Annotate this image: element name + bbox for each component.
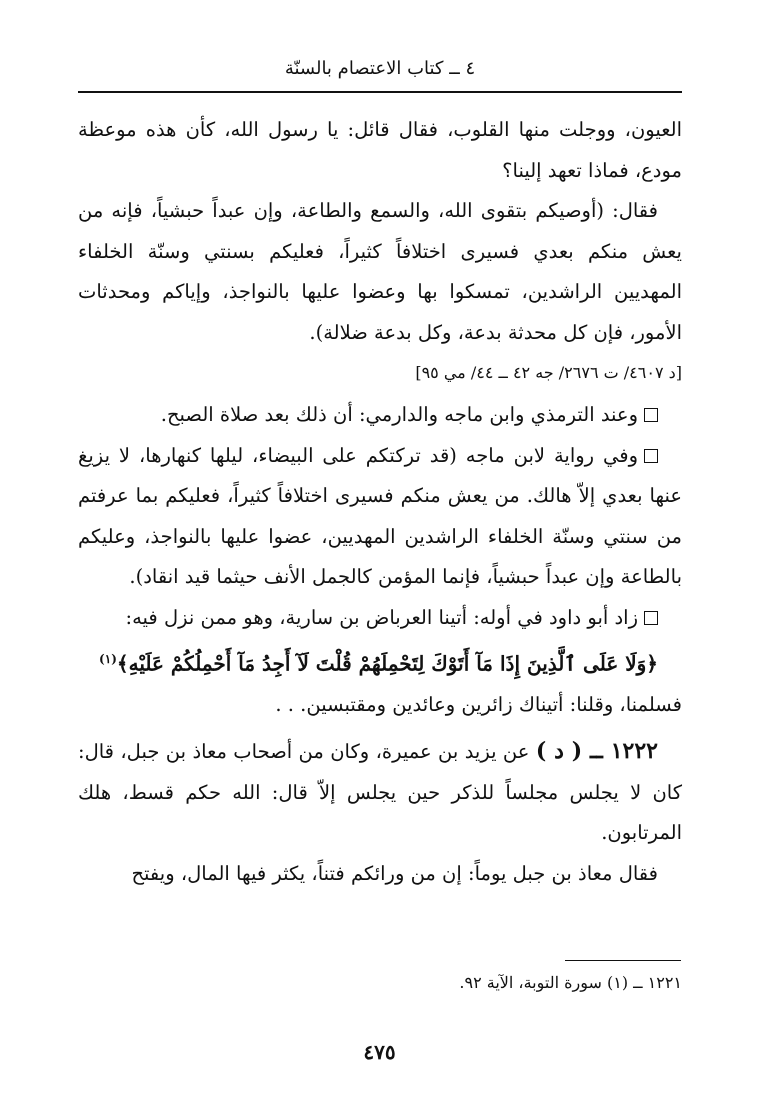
paragraph-4-text: وفي رواية لابن ماجه (قد تركتكم على البيضاء، ليلها كنهارها، لا يزيغ عنها بعدي إلاّ هالك. من يعش منكم فسيرى اختلافاً كثيراً، فعليكم بما عرفتم من سنتي وسنّة الخلفاء الراشدين المهديين، عضوا عليها بالنواجذ، وعليكم بالطاعة وإن عبداً حبشياً، فإنما المؤمن كالجمل الأنف حيثما قيد انقاد). bbox=[78, 443, 682, 588]
square-bullet-icon bbox=[644, 408, 658, 422]
hadith-reference: [د ٤٦٠٧/ ت ٢٦٧٦/ جه ٤٢ ــ ٤٤/ مي ٩٥] bbox=[415, 363, 682, 382]
page-number: ٤٧٥ bbox=[363, 1040, 396, 1064]
paragraph-5 bbox=[78, 598, 682, 726]
hadith-1222 bbox=[78, 731, 682, 854]
quran-open-bracket: ﴿ bbox=[646, 651, 658, 676]
header-divider bbox=[78, 91, 682, 93]
quran-close-bracket: ﴾ bbox=[116, 651, 129, 676]
paragraph-5-intro: زاد أبو داود في أوله: أتينا العرباض بن سارية، وهو ممن نزل فيه: bbox=[125, 605, 638, 629]
footnote-marker: (١) bbox=[99, 652, 117, 666]
paragraph-7: فقال معاذ بن جبل يوماً: إن من ورائكم فتناً، يكثر فيها المال، ويفتح bbox=[131, 861, 658, 885]
hadith-number: ١٢٢٢ ــ ( د ) bbox=[535, 738, 658, 765]
square-bullet-icon bbox=[644, 611, 658, 625]
square-bullet-icon bbox=[644, 449, 658, 463]
paragraph-3 bbox=[78, 395, 682, 436]
quran-text: وَلَا عَلَى ٱلَّذِينَ إِذَا مَآ أَتَوْكَ لِتَحْمِلَهُمْ قُلْتَ لَآ أَجِدُ مَآ أَحْمِلُكُمْ عَلَيْهِ bbox=[128, 651, 647, 676]
paragraph-1: العيون، ووجلت منها القلوب، فقال قائل: يا رسول الله، كأن هذه موعظة مودع، فماذا تعهد إلينا؟ bbox=[78, 118, 682, 182]
hadith-1222-text: عن يزيد بن عميرة، وكان من أصحاب معاذ بن جبل، قال: كان لا يجلس مجلساً للذكر حين يجلس إلاّ قال: الله حكم قسط، هلك المرتابون. bbox=[78, 740, 682, 845]
footnote-divider bbox=[565, 960, 681, 961]
footnote: ١٢٢١ ــ (١) سورة التوبة، الآية ٩٢. bbox=[459, 973, 682, 992]
running-header: ٤ ــ كتاب الاعتصام بالسنّة bbox=[284, 58, 476, 79]
paragraph-4 bbox=[78, 436, 682, 598]
main-text bbox=[78, 110, 682, 894]
paragraph-5-end: فسلمنا، وقلنا: أتيناك زائرين وعائدين ومقتبسين. . . bbox=[275, 692, 682, 716]
paragraph-3-text: وعند الترمذي وابن ماجه والدارمي: أن ذلك بعد صلاة الصبح. bbox=[160, 403, 638, 426]
paragraph-2: فقال: (أوصيكم بتقوى الله، والسمع والطاعة، وإن عبداً حبشياً، فإنه من يعش منكم بعدي فسيرى اختلافاً كثيراً، فعليكم بسنتي وسنّة الخلفاء المهديين الراشدين، تمسكوا بها وعضوا عليها بالنواجذ، وإياكم ومحدثات الأمور، فإن كل محدثة بدعة، وكل بدعة ضلالة). bbox=[78, 199, 682, 344]
quran-verse bbox=[78, 638, 682, 685]
